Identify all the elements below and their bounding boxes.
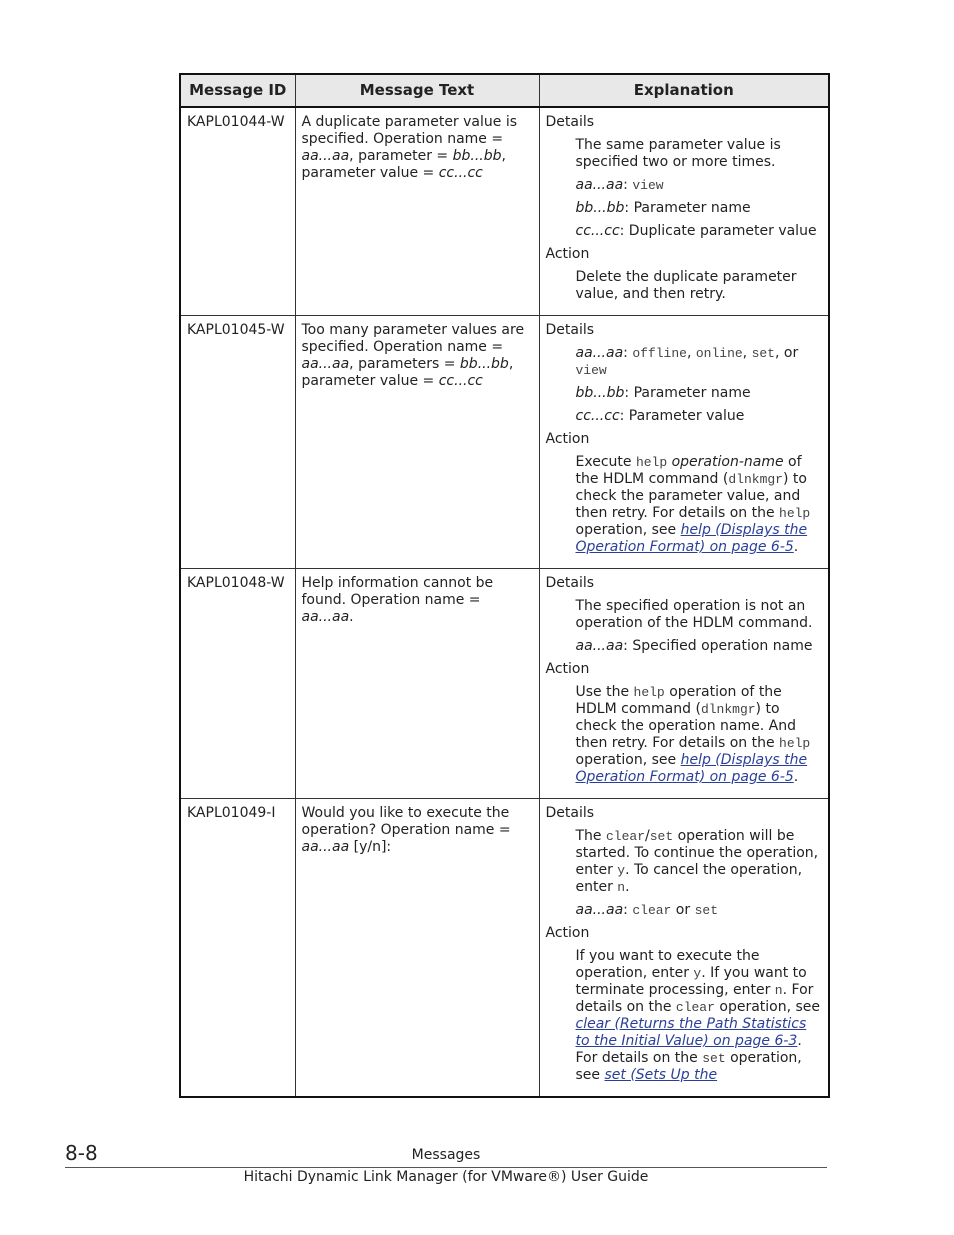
- action-label: Action: [545, 431, 590, 447]
- clear-operation-link[interactable]: clear (Returns the Path Statistics to the Initial Value) on page 6-3: [575, 1016, 807, 1049]
- action-label: Action: [545, 246, 590, 262]
- table-row: [180, 799, 829, 1098]
- action-label: Action: [545, 925, 590, 941]
- message-text: Would you like to execute the operation? Operation name = aa...aa [y/n]:: [295, 799, 539, 1098]
- details-label: Details: [545, 805, 595, 821]
- table-header-row: [180, 74, 829, 107]
- details-body: The clear/set operation will be started. To continue the operation, enter y. To cancel the operation, enter n. aa...aa: clear or set: [575, 828, 819, 918]
- details-body: The specified operation is not an operation of the HDLM command. aa...aa: Specified operation name: [575, 598, 813, 654]
- column-header-message-text: Message Text: [295, 74, 539, 107]
- message-id: KAPL01049-I: [180, 799, 295, 1098]
- footer-section-name: Messages: [411, 1147, 481, 1163]
- message-id: KAPL01045-W: [180, 316, 295, 569]
- details-label: Details: [545, 322, 595, 338]
- table-row: [180, 569, 829, 799]
- page-number: 8-8: [65, 1141, 98, 1165]
- details-body: The same parameter value is specified two or more times. aa...aa: view bb...bb: Parameter name cc...cc: Duplicate parameter value: [575, 137, 817, 239]
- action-body: Delete the duplicate parameter value, and then retry.: [575, 269, 797, 302]
- message-text: Help information cannot be found. Operation name = aa...aa.: [295, 569, 539, 799]
- set-operation-link[interactable]: set (Sets Up the: [604, 1067, 718, 1083]
- action-body: Use the help operation of the HDLM command (dlnkmgr) to check the operation name. And then retry. For details on the help operation, see help (Displays the Operation Format) on page 6-5.: [575, 684, 811, 785]
- action-label: Action: [545, 661, 590, 677]
- message-text: Too many parameter values are specified. Operation name = aa...aa, parameters = bb...bb, parameter value = cc...cc: [295, 316, 539, 569]
- message-text: A duplicate parameter value is specified. Operation name = aa...aa, parameter = bb...bb, parameter value = cc...cc: [295, 107, 539, 316]
- message-id: KAPL01044-W: [180, 107, 295, 316]
- footer-divider: [65, 1167, 827, 1168]
- column-header-explanation: Explanation: [539, 74, 829, 107]
- footer-book-title: Hitachi Dynamic Link Manager (for VMware®) User Guide: [243, 1169, 649, 1185]
- explanation: [539, 316, 829, 569]
- action-body: If you want to execute the operation, enter y. If you want to terminate processing, enter n. For details on the clear operation, see clear (Returns the Path Statistics to the Initial Value) on page 6-3. For details on the set operation, see set (Sets Up the: [575, 948, 821, 1083]
- details-body: aa...aa: offline, online, set, or view bb...bb: Parameter name cc...cc: Parameter value: [575, 345, 799, 424]
- details-label: Details: [545, 575, 595, 591]
- table-row: [180, 107, 829, 316]
- column-header-message-id: Message ID: [180, 74, 295, 107]
- messages-table: [179, 73, 830, 1098]
- table-row: [180, 316, 829, 569]
- explanation: [539, 107, 829, 316]
- message-id: KAPL01048-W: [180, 569, 295, 799]
- action-body: Execute help operation-name of the HDLM command (dlnkmgr) to check the parameter value, and then retry. For details on the help operation, see help (Displays the Operation Format) on page 6-5.: [575, 454, 811, 555]
- explanation: [539, 799, 829, 1098]
- help-operation-link[interactable]: help (Displays the Operation Format) on page 6-5: [575, 522, 808, 555]
- explanation: [539, 569, 829, 799]
- help-operation-link[interactable]: help (Displays the Operation Format) on page 6-5: [575, 752, 808, 785]
- details-label: Details: [545, 114, 595, 130]
